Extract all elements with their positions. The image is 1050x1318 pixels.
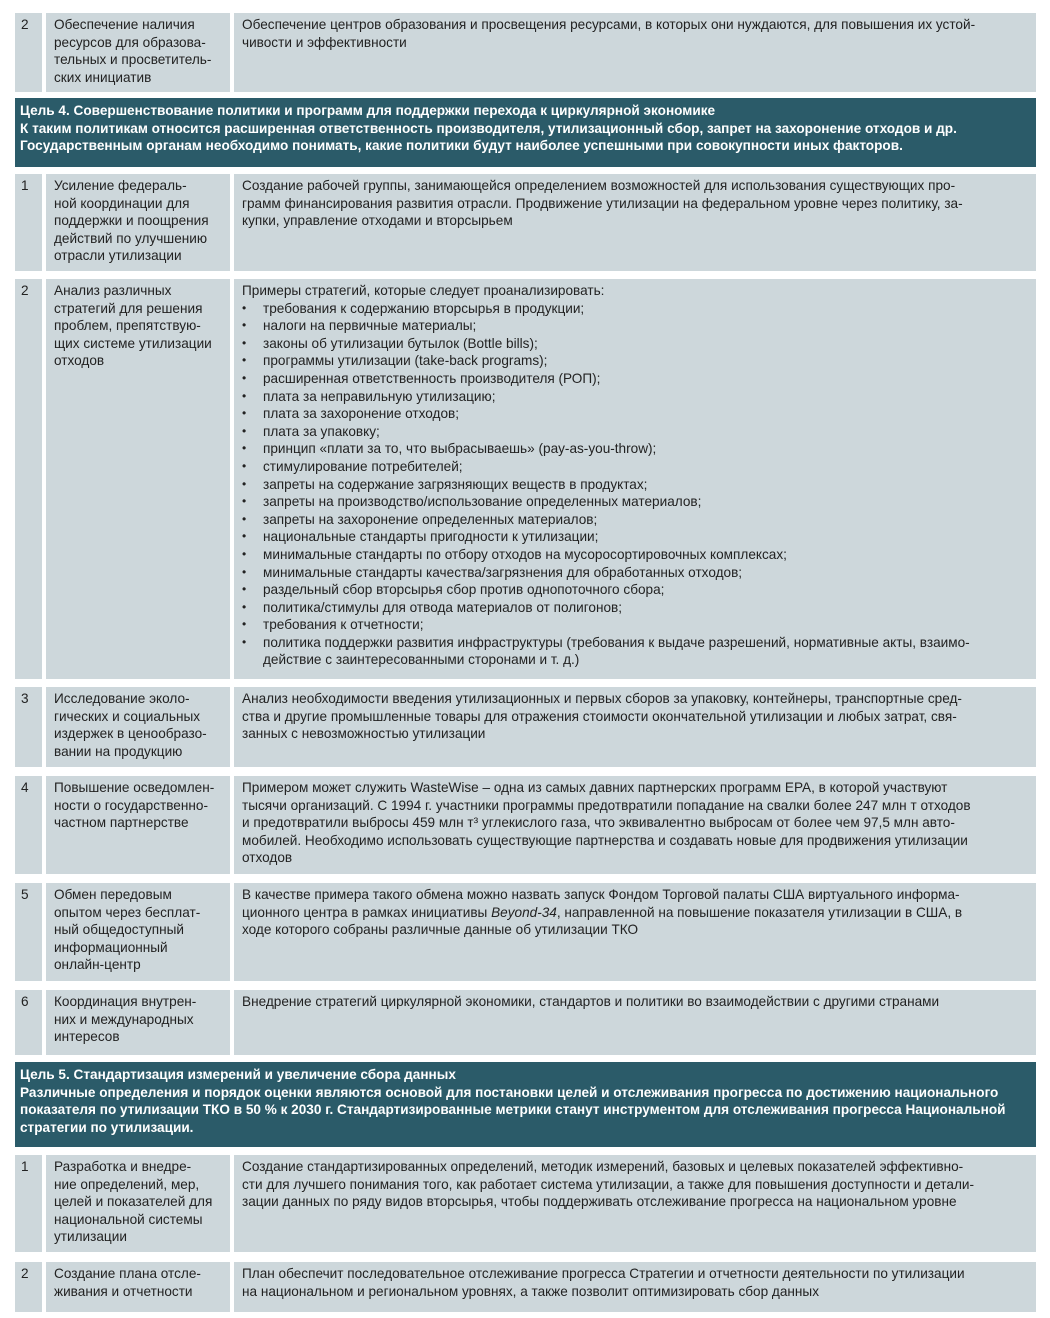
table-row [0, 279, 1050, 679]
row-number: 2 [15, 1262, 42, 1312]
measure-name: Обмен передовым опытом через бесплат- ный общедоступный информационный онлайн-центр [46, 883, 230, 981]
measure-name: Повышение осведомлен- ности о государственно- частном партнерстве [46, 776, 230, 874]
list-item: • требования к содержанию вторсырья в продукции; [242, 300, 1028, 318]
row-number: 4 [15, 776, 42, 874]
list-item: • плата за захоронение отходов; [242, 405, 1028, 423]
row-number: 5 [15, 883, 42, 981]
row-number: 2 [15, 279, 42, 679]
measure-description: Анализ необходимости введения утилизационных и первых сборов за упаковку, контейнеры, транспортные сред- ства и другие промышленные товары для отражения стоимости окончательной утилизации и любых затрат, свя- занных с невозможностью утилизации [234, 687, 1036, 767]
measure-description [234, 279, 1036, 679]
measure-description: Обеспечение центров образования и просвещения ресурсами, в которых они нуждаются, для повышения их устой- чивости и эффективности [234, 13, 1036, 92]
list-item: • запреты на захоронение определенных материалов; [242, 511, 1028, 529]
measure-description: План обеспечит последовательное отслеживание прогресса Стратегии и отчетности деятельности по утилизации на национальном и региональном уровнях, а также позволит оптимизировать сбор данных [234, 1262, 1036, 1312]
list-item: • политика/стимулы для отвода материалов от полигонов; [242, 599, 1028, 617]
measure-name: Усиление федераль- ной координации для поддержки и поощрения действий по улучшению отрасли утилизации [46, 174, 230, 271]
measure-description: Создание рабочей группы, занимающейся определением возможностей для использования существующих про- грамм финансирования развития отрасли. Продвижение утилизации на федеральном уровне через политику, за- купки, управление отходами и вторсырьем [234, 174, 1036, 271]
table-row [0, 990, 1050, 1055]
list-item: • плата за неправильную утилизацию; [242, 388, 1028, 406]
measure-description: В качестве примера такого обмена можно назвать запуск Фондом Торговой палаты США виртуального информа- ционного центра в рамках инициативы Beyond-34, направленной на повышение показателя утилизации в США, в ходе которого собраны различные данные об утилизации ТКО [234, 883, 1036, 981]
list-item: • налоги на первичные материалы; [242, 317, 1028, 335]
measure-name: Обеспечение наличия ресурсов для образова- тельных и просветитель- ских инициатив [46, 13, 230, 92]
goal-5-title: Цель 5. Стандартизация измерений и увеличение сбора данных [20, 1067, 456, 1082]
table-row [0, 1155, 1050, 1252]
table-row [0, 13, 1050, 92]
list-item: • национальные стандарты пригодности к утилизации; [242, 528, 1028, 546]
table-row [0, 174, 1050, 271]
measure-description: Примером может служить WasteWise – одна из самых давних партнерских программ EPA, в которой участвуют тысячи организаций. С 1994 г. участники программы предотвратили попадание на свалки более 247 млн т отходов и предотвратили выбросы 459 млн т³ углекислого газа, что эквивалентно выбросам от более чем 97,5 млн авто- мобилей. Необходимо использовать существующие партнерства и создавать новые для продвижения утилизации отходов [234, 776, 1036, 874]
measure-description: Внедрение стратегий циркулярной экономики, стандартов и политики во взаимодействии с другими странами [234, 990, 1036, 1055]
table-row [0, 776, 1050, 874]
strategy-list [242, 300, 1028, 669]
goal-4-text-line: Государственным органам необходимо понимать, какие политики будут наиболее успешными при совокупности иных факторов. [20, 138, 903, 154]
list-item: • минимальные стандарты качества/загрязнения для обработанных отходов; [242, 564, 1028, 582]
goal-5-text-line: Различные определения и порядок оценки являются основой для постановки целей и отслеживания прогресса по достижению национального [20, 1084, 999, 1100]
table-row [0, 1262, 1050, 1312]
row-number: 1 [15, 1155, 42, 1252]
list-item: • принцип «плати за то, что выбрасываешь» (pay-as-you-throw); [242, 440, 1028, 458]
list-item: • законы об утилизации бутылок (Bottle bills); [242, 335, 1028, 353]
list-item: • запреты на содержание загрязняющих веществ в продуктах; [242, 476, 1028, 494]
list-item: • раздельный сбор вторсырья сбор против однопоточного сбора; [242, 581, 1028, 599]
measure-name: Исследование эколо- гических и социальных издержек в ценообразо- вании на продукцию [46, 687, 230, 767]
list-item: • требования к отчетности; [242, 616, 1028, 634]
goal-5-header [15, 1062, 1036, 1147]
row-number: 3 [15, 687, 42, 767]
row-number: 1 [15, 174, 42, 271]
list-item: • плата за упаковку; [242, 423, 1028, 441]
table-row [0, 883, 1050, 981]
row-number: 2 [15, 13, 42, 92]
list-item: • минимальные стандарты по отбору отходов на мусоросортировочных комплексах; [242, 546, 1028, 564]
list-item: • стимулирование потребителей; [242, 458, 1028, 476]
list-item: • политика поддержки развития инфраструктуры (требования к выдаче разрешений, нормативные акты, взаимо- действие с заинтересованными сторонами и т. д.) [242, 634, 1028, 669]
goal-4-title: Цель 4. Совершенствование политики и программ для поддержки перехода к циркулярной экономике [20, 103, 716, 118]
initiative-name: Beyond-34 [491, 904, 557, 920]
measure-name: Координация внутрен- них и международных интересов [46, 990, 230, 1055]
measure-name: Разработка и внедре- ние определений, мер, целей и показателей для национальной системы утилизации [46, 1155, 230, 1252]
row-number: 6 [15, 990, 42, 1055]
goal-4-header [15, 98, 1036, 167]
list-item: • программы утилизации (take-back programs); [242, 352, 1028, 370]
measure-name: Создание плана отсле- живания и отчетности [46, 1262, 230, 1312]
goal-5-text-line: стратегии по утилизации. [20, 1119, 194, 1135]
list-item: • запреты на производство/использование определенных материалов; [242, 493, 1028, 511]
goal-4-text-line: К таким политикам относится расширенная ответственность производителя, утилизационный сбор, запрет на захоронение отходов и др. [20, 120, 957, 136]
goal-5-text-line: показателя по утилизации ТКО в 50 % к 2030 г. Стандартизированные метрики станут инструментом для отслеживания прогресса Национальной [20, 1102, 1006, 1118]
measure-description: Создание стандартизированных определений, методик измерений, базовых и целевых показателей эффективно- сти для лучшего понимания того, как работает система утилизации, а также для повышения доступности и детали- зации данных по ряду видов вторсырья, чтобы поддерживать отслеживание прогресса на национальном уровне [234, 1155, 1036, 1252]
measure-name: Анализ различных стратегий для решения проблем, препятствую- щих системе утилизации отходов [46, 279, 230, 679]
strategy-list-intro: Примеры стратегий, которые следует проанализировать: [242, 283, 605, 298]
table-row [0, 687, 1050, 767]
list-item: • расширенная ответственность производителя (РОП); [242, 370, 1028, 388]
